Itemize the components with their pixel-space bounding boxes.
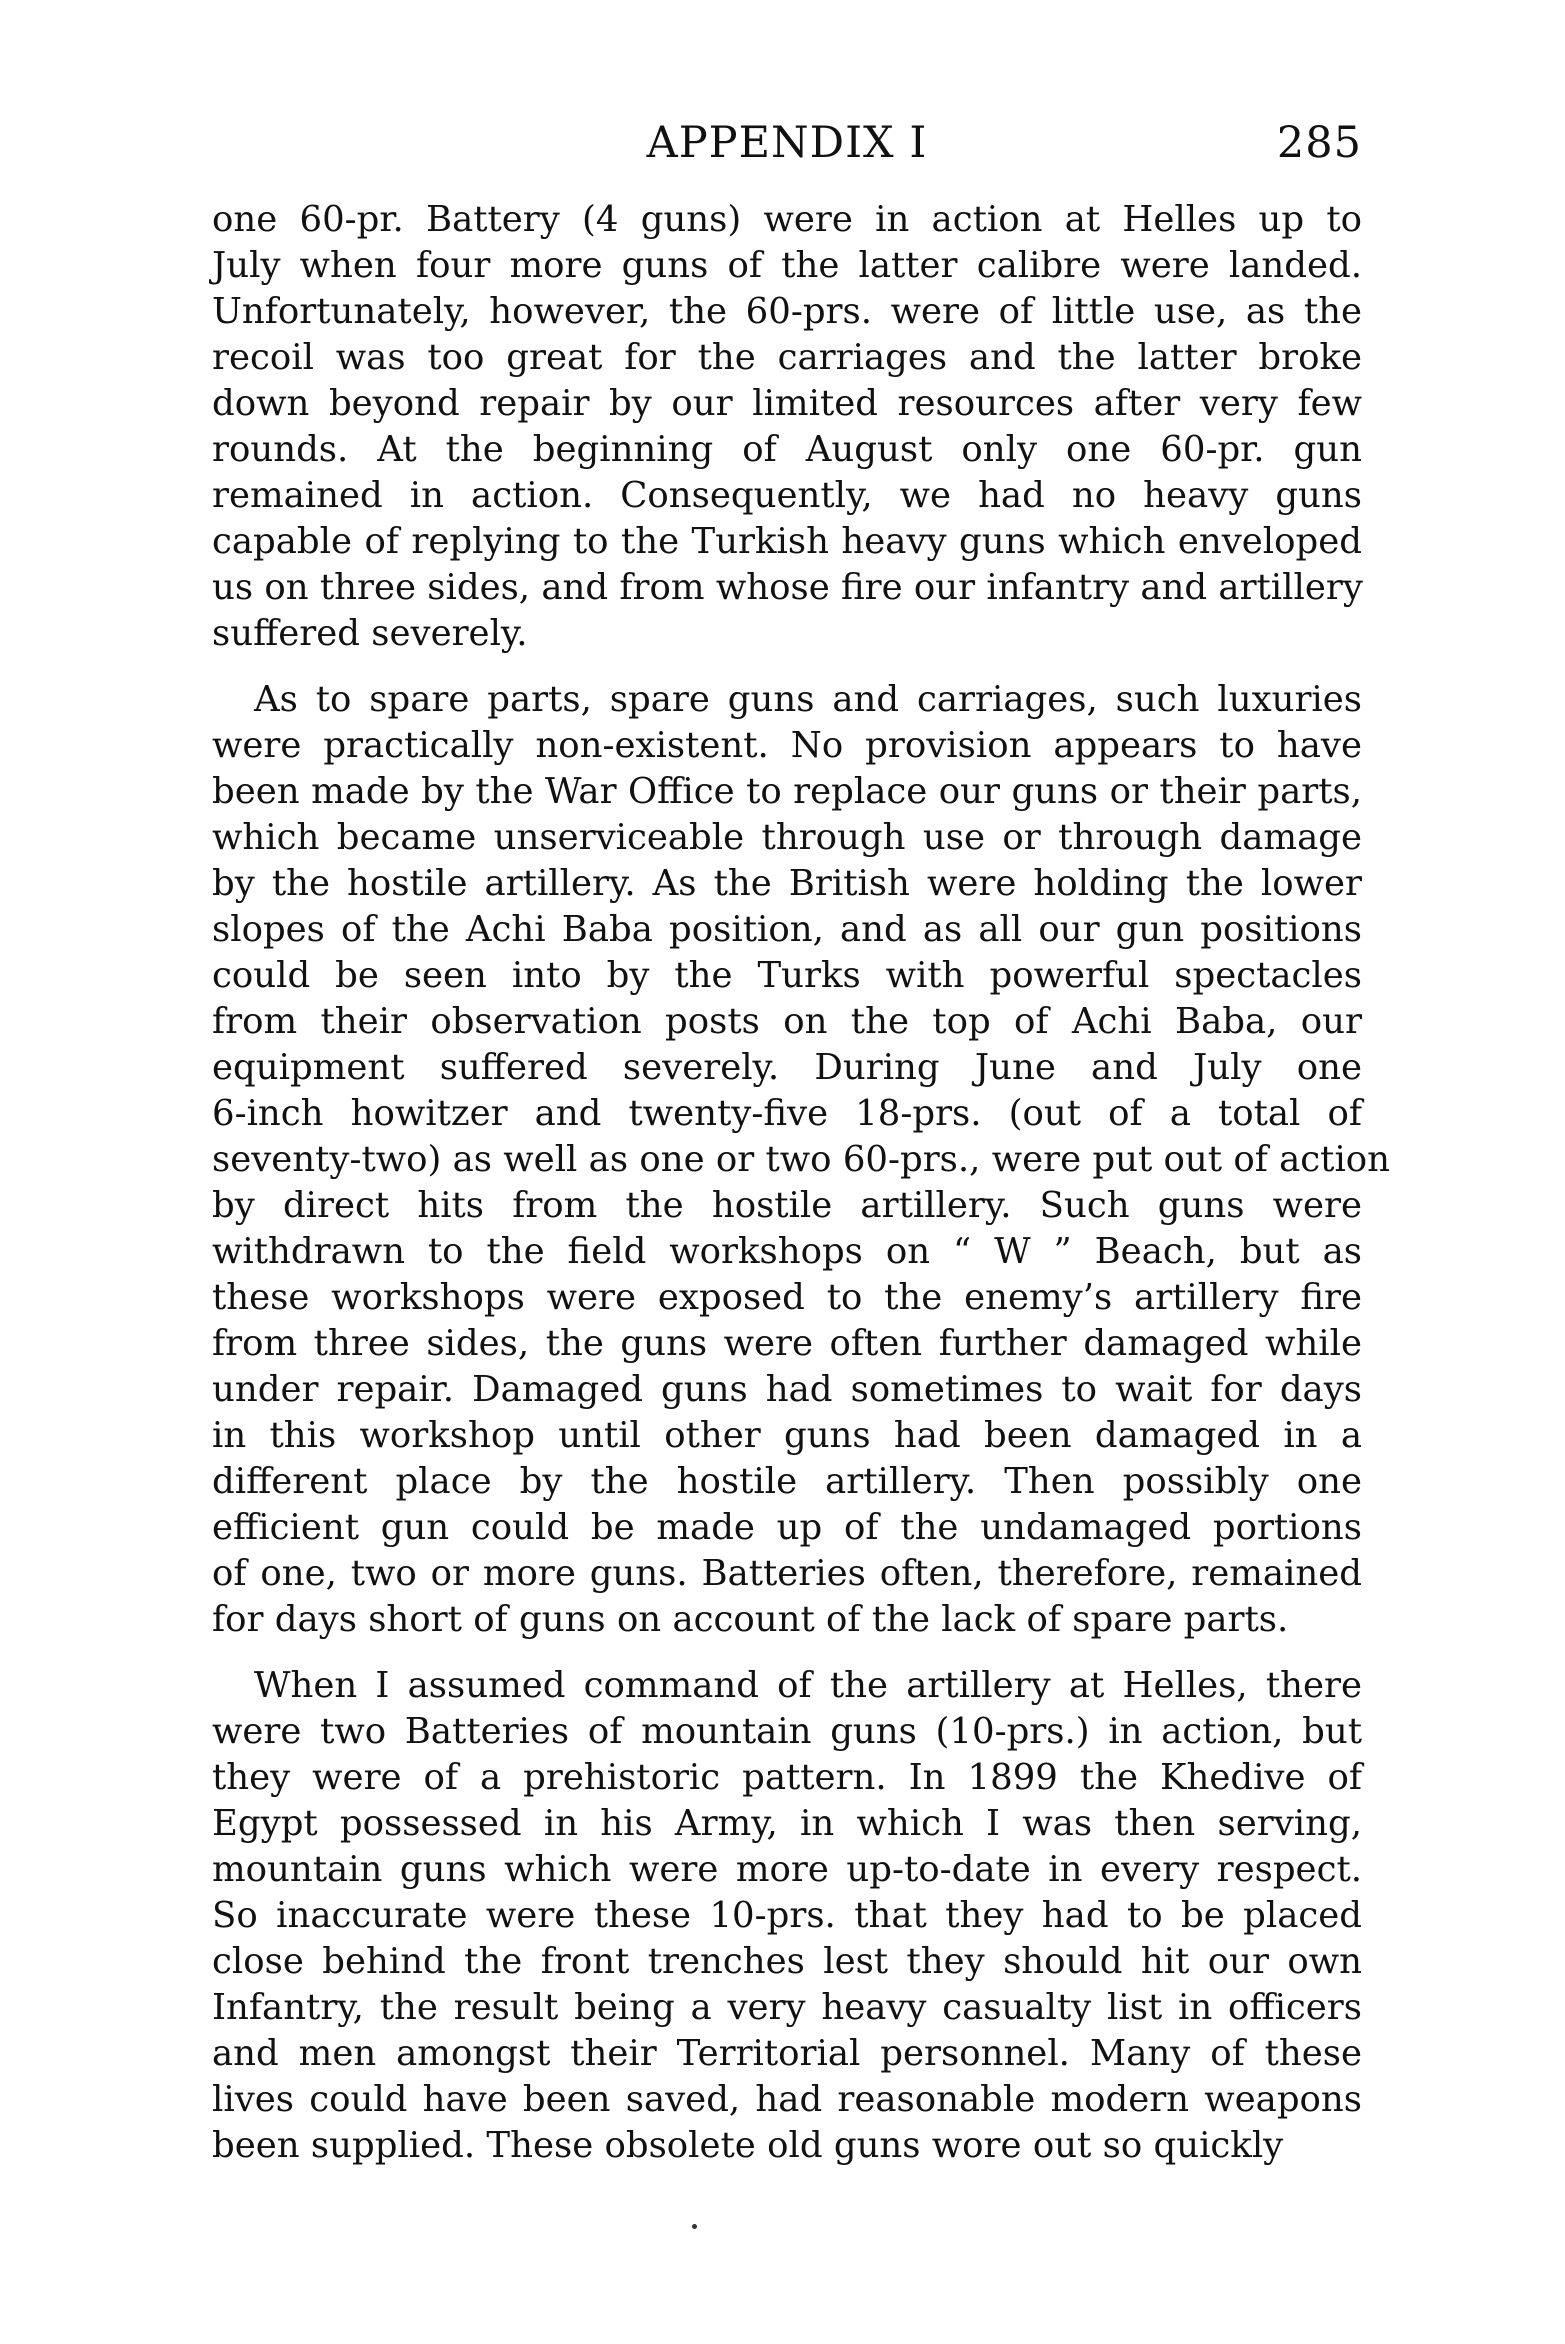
running-title: APPENDIX I — [646, 118, 928, 168]
text-line: recoil was too great for the carriages and the latter broke — [212, 337, 1362, 378]
text-line: seventy-two) as well as one or two 60-prs., were put out of action — [212, 1139, 1391, 1180]
text-line: slopes of the Achi Baba position, and as all our gun positions — [212, 909, 1362, 950]
text-line: Unfortunately, however, the 60-prs. were of little use, as the — [212, 291, 1362, 332]
printer-mark-dot — [692, 2224, 697, 2229]
text-line: As to spare parts, spare guns and carriages, such luxuries — [254, 679, 1362, 720]
text-line: of one, two or more guns. Batteries often, therefore, remained — [212, 1553, 1362, 1594]
text-line: close behind the front trenches lest they should hit our own — [212, 1941, 1362, 1982]
text-line: equipment suffered severely. During June and July one — [212, 1047, 1362, 1088]
paragraph — [212, 197, 1362, 657]
text-line: rounds. At the beginning of August only one 60-pr. gun — [212, 429, 1362, 470]
text-line: remained in action. Consequently, we had no heavy guns — [212, 475, 1362, 516]
running-head — [212, 108, 1362, 178]
paragraph — [212, 1663, 1362, 2169]
text-line: under repair. Damaged guns had sometimes to wait for days — [212, 1369, 1362, 1410]
page-number: 285 — [1276, 118, 1362, 168]
text-line: So inaccurate were these 10-prs. that they had to be placed — [212, 1895, 1362, 1936]
text-line: been supplied. These obsolete old guns wore out so quickly — [212, 2125, 1284, 2166]
text-line: 6-inch howitzer and twenty-five 18-prs. (out of a total of — [212, 1093, 1362, 1134]
text-line: and men amongst their Territorial personnel. Many of these — [212, 2033, 1362, 2074]
text-line: from their observation posts on the top of Achi Baba, our — [212, 1001, 1362, 1042]
text-line: they were of a prehistoric pattern. In 1899 the Khedive of — [212, 1757, 1362, 1798]
text-line: lives could have been saved, had reasonable modern weapons — [212, 2079, 1362, 2120]
body-text — [212, 197, 1391, 2169]
text-line: by direct hits from the hostile artillery. Such guns were — [212, 1185, 1362, 1226]
paragraph-gap — [212, 1643, 1362, 1663]
text-line: these workshops were exposed to the enemy’s artillery fire — [212, 1277, 1362, 1318]
text-line: different place by the hostile artillery. Then possibly one — [212, 1461, 1362, 1502]
text-line: by the hostile artillery. As the British were holding the lower — [212, 863, 1362, 904]
text-line: which became unserviceable through use or through damage — [212, 817, 1362, 858]
paragraph-gap — [212, 657, 1362, 677]
text-line: mountain guns which were more up-to-date in every respect. — [212, 1849, 1362, 1890]
text-line: Egypt possessed in his Army, in which I was then serving, — [212, 1803, 1362, 1844]
text-line: When I assumed command of the artillery at Helles, there — [254, 1665, 1362, 1706]
text-line: suffered severely. — [212, 613, 528, 654]
text-line: July when four more guns of the latter calibre were landed. — [212, 245, 1362, 286]
text-line: Infantry, the result being a very heavy casualty list in officers — [212, 1987, 1362, 2028]
text-line: capable of replying to the Turkish heavy guns which enveloped — [212, 521, 1362, 562]
text-line: one 60-pr. Battery (4 guns) were in action at Helles up to — [212, 199, 1362, 240]
text-line: in this workshop until other guns had been damaged in a — [212, 1415, 1362, 1456]
text-line: withdrawn to the field workshops on “ W ” Beach, but as — [212, 1231, 1362, 1272]
text-line: been made by the War Office to replace our guns or their parts, — [212, 771, 1362, 812]
text-line: down beyond repair by our limited resources after very few — [212, 383, 1362, 424]
paragraph — [212, 677, 1391, 1643]
text-line: us on three sides, and from whose fire our infantry and artillery — [212, 567, 1363, 608]
text-line: were two Batteries of mountain guns (10-prs.) in action, but — [212, 1711, 1362, 1752]
text-line: for days short of guns on account of the lack of spare parts. — [212, 1599, 1289, 1640]
text-line: from three sides, the guns were often further damaged while — [212, 1323, 1362, 1364]
text-line: were practically non-existent. No provision appears to have — [212, 725, 1362, 766]
text-line: efficient gun could be made up of the undamaged portions — [212, 1507, 1362, 1548]
text-line: could be seen into by the Turks with powerful spectacles — [212, 955, 1362, 996]
